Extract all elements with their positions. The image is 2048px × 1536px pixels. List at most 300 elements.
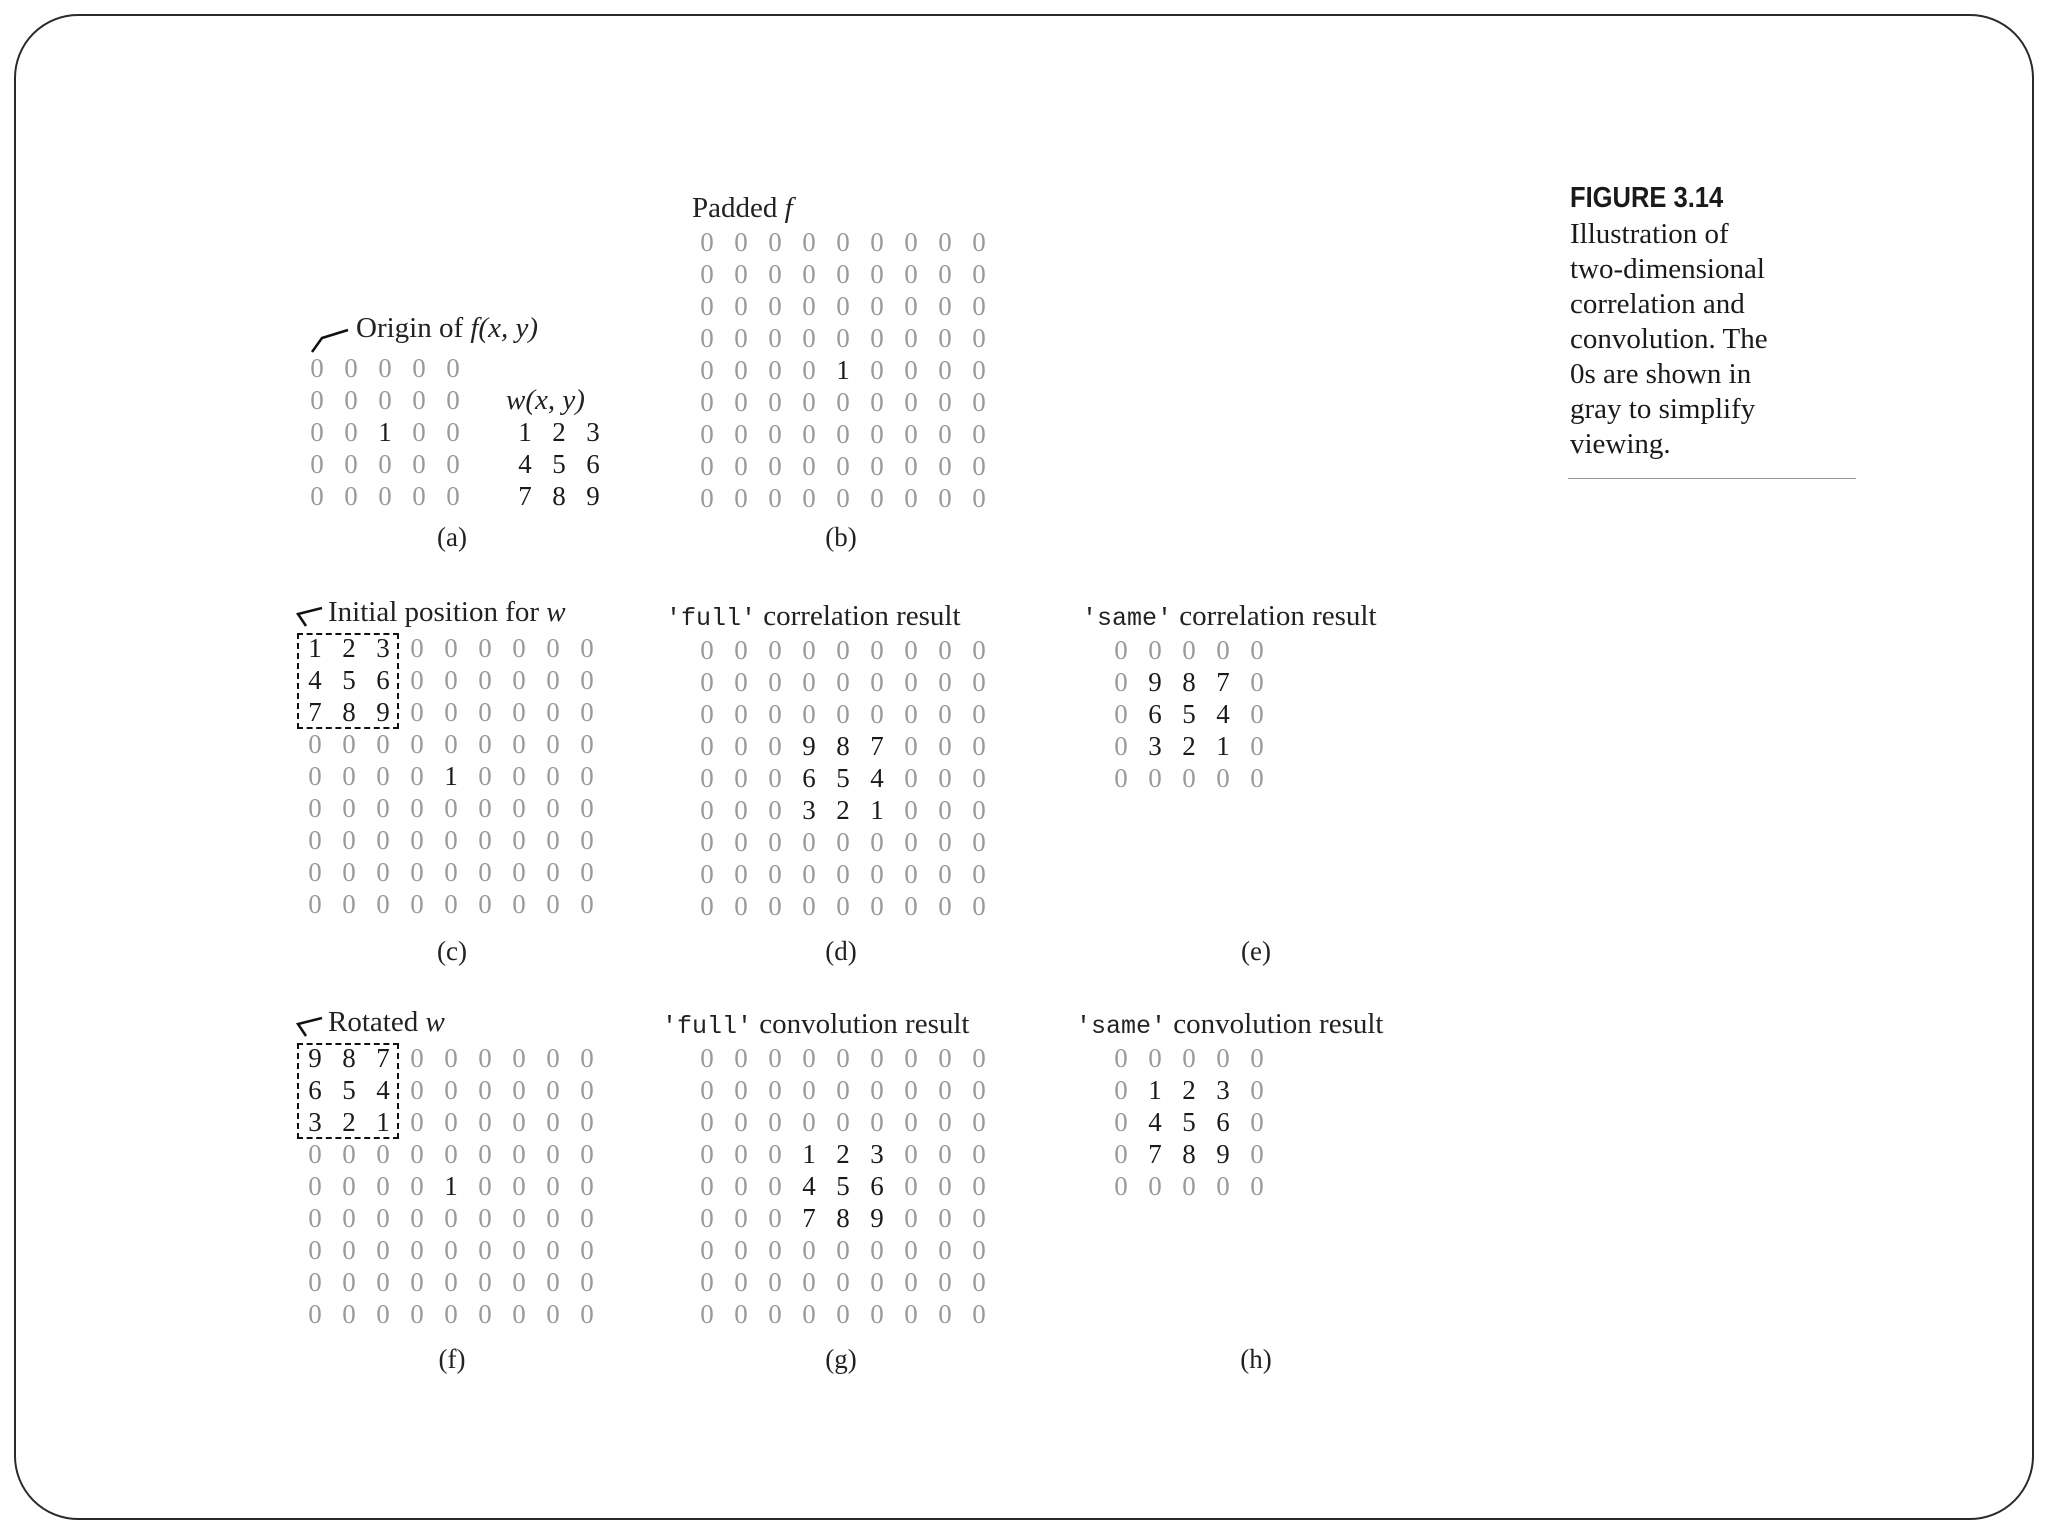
matrix-cell: 0 [938,323,952,353]
matrix-cell: 0 [478,825,492,855]
matrix-cell: 0 [802,355,816,385]
matrix-cell: 0 [768,355,782,385]
matrix-cell: 0 [904,827,918,857]
matrix-cell: 0 [700,731,714,761]
matrix-cell: 0 [836,387,850,417]
matrix-cell: 0 [410,665,424,695]
matrix-cell: 0 [802,1299,816,1329]
matrix-cell: 0 [478,1299,492,1329]
figure-number: FIGURE 3.14 [1570,182,1724,214]
matrix-cell: 0 [904,1203,918,1233]
matrix-cell: 0 [904,1299,918,1329]
matrix-cell: 0 [512,761,526,791]
matrix-cell: 0 [904,1139,918,1169]
matrix-cell: 0 [308,793,322,823]
matrix-cell: 0 [938,699,952,729]
matrix-cell: 0 [802,1107,816,1137]
matrix-cell: 0 [836,419,850,449]
panel-d-title-text: correlation result [756,600,961,632]
matrix-cell: 0 [342,857,356,887]
matrix-cell: 5 [342,1075,356,1105]
matrix-cell: 9 [870,1203,884,1233]
matrix-cell: 1 [870,795,884,825]
matrix-cell: 0 [478,1075,492,1105]
matrix-cell: 0 [700,1267,714,1297]
matrix-cell: 1 [836,355,850,385]
matrix-cell: 0 [836,1267,850,1297]
matrix-cell: 0 [546,1139,560,1169]
matrix-cell: 0 [904,1075,918,1105]
matrix-cell: 0 [342,889,356,919]
matrix-cell: 0 [768,859,782,889]
matrix-cell: 0 [308,1299,322,1329]
matrix-cell: 0 [734,227,748,257]
matrix-cell: 0 [1114,731,1128,761]
matrix-cell: 0 [938,1139,952,1169]
panel-g-title [662,1010,970,1039]
matrix-cell: 9 [1148,667,1162,697]
rotated-kernel-window-box [297,1043,399,1139]
matrix-cell: 0 [376,1171,390,1201]
matrix-cell: 0 [376,825,390,855]
matrix-cell: 3 [802,795,816,825]
matrix-cell: 0 [308,761,322,791]
matrix-w [508,416,610,512]
matrix-cell: 0 [972,1075,986,1105]
matrix-cell: 0 [938,731,952,761]
matrix-cell: 0 [938,355,952,385]
matrix-cell: 0 [836,483,850,513]
matrix-cell: 0 [478,761,492,791]
matrix-cell: 0 [410,729,424,759]
matrix-cell: 0 [938,795,952,825]
matrix-cell: 5 [342,665,356,695]
caption-b: (b) [825,522,857,552]
matrix-cell: 0 [734,699,748,729]
matrix-cell: 0 [700,1075,714,1105]
origin-annotation [356,314,538,343]
matrix-cell: 0 [444,1235,458,1265]
matrix-cell: 0 [836,1075,850,1105]
matrix-cell: 9 [1216,1139,1230,1169]
matrix-cell: 0 [580,1043,594,1073]
matrix-cell: 0 [802,419,816,449]
matrix-full-correlation [690,634,996,922]
matrix-cell: 0 [972,1139,986,1169]
matrix-cell: 0 [734,1267,748,1297]
matrix-cell: 0 [836,891,850,921]
matrix-cell: 0 [904,763,918,793]
matrix-cell: 0 [972,227,986,257]
matrix-cell: 0 [1250,1075,1264,1105]
matrix-cell: 2 [836,795,850,825]
matrix-cell: 0 [734,1299,748,1329]
matrix-cell: 1 [518,417,532,447]
matrix-cell: 0 [580,1107,594,1137]
matrix-cell: 0 [342,729,356,759]
matrix-cell: 0 [1216,763,1230,793]
matrix-cell: 0 [768,1139,782,1169]
matrix-cell: 0 [478,1107,492,1137]
matrix-cell: 0 [308,889,322,919]
matrix-cell: 1 [1148,1075,1162,1105]
matrix-cell: 0 [1250,667,1264,697]
matrix-cell: 0 [410,1075,424,1105]
matrix-full-convolution [690,1042,996,1330]
w-label-text: w(x, y) [506,384,585,416]
matrix-cell: 0 [308,729,322,759]
matrix-cell: 0 [870,1075,884,1105]
matrix-cell: 0 [836,1299,850,1329]
matrix-cell: 9 [308,1043,322,1073]
matrix-cell: 0 [512,889,526,919]
matrix-cell: 2 [342,633,356,663]
matrix-cell: 0 [512,1139,526,1169]
origin-annotation-func: f(x, y) [470,312,538,344]
matrix-cell: 0 [734,291,748,321]
matrix-cell: 0 [378,385,392,415]
matrix-cell: 0 [580,633,594,663]
matrix-cell: 0 [410,1107,424,1137]
matrix-cell: 0 [870,667,884,697]
matrix-cell: 0 [904,451,918,481]
matrix-cell: 0 [344,353,358,383]
matrix-cell: 0 [870,891,884,921]
matrix-cell: 0 [938,1203,952,1233]
matrix-cell: 0 [310,385,324,415]
matrix-cell: 0 [1182,635,1196,665]
matrix-cell: 6 [870,1171,884,1201]
matrix-cell: 0 [904,355,918,385]
matrix-cell: 0 [580,1299,594,1329]
matrix-cell: 0 [802,451,816,481]
matrix-cell: 0 [478,697,492,727]
matrix-cell: 0 [1114,1171,1128,1201]
matrix-cell: 0 [904,699,918,729]
matrix-cell: 0 [904,419,918,449]
matrix-cell: 0 [1182,1043,1196,1073]
matrix-cell: 0 [972,1267,986,1297]
matrix-cell: 0 [870,635,884,665]
matrix-cell: 0 [546,1107,560,1137]
matrix-cell: 0 [938,259,952,289]
matrix-cell: 0 [376,1235,390,1265]
matrix-cell: 2 [342,1107,356,1137]
matrix-cell: 0 [1216,635,1230,665]
matrix-cell: 0 [412,481,426,511]
panel-c-title-var: w [546,596,566,628]
matrix-cell: 0 [972,1171,986,1201]
matrix-cell: 0 [446,481,460,511]
matrix-cell: 0 [700,1203,714,1233]
matrix-padded-f [690,226,996,514]
matrix-cell: 0 [308,1235,322,1265]
matrix-cell: 0 [734,891,748,921]
matrix-cell: 0 [580,1171,594,1201]
matrix-cell: 0 [734,387,748,417]
matrix-cell: 0 [546,1043,560,1073]
matrix-cell: 6 [1148,699,1162,729]
figure-caption-rule [1568,478,1856,479]
matrix-cell: 0 [870,483,884,513]
matrix-cell: 0 [904,635,918,665]
matrix-cell: 0 [410,633,424,663]
matrix-cell: 0 [768,451,782,481]
matrix-cell: 0 [836,323,850,353]
matrix-cell: 0 [802,291,816,321]
matrix-cell: 0 [768,699,782,729]
matrix-cell: 7 [308,697,322,727]
matrix-cell: 0 [802,635,816,665]
matrix-cell: 0 [870,291,884,321]
w-label [506,386,585,415]
matrix-cell: 0 [446,385,460,415]
matrix-cell: 0 [512,697,526,727]
panel-h-title [1076,1010,1384,1039]
matrix-cell: 0 [904,483,918,513]
matrix-cell: 0 [904,259,918,289]
matrix-cell: 3 [870,1139,884,1169]
matrix-cell: 0 [836,227,850,257]
matrix-cell: 0 [412,353,426,383]
matrix-cell: 0 [580,697,594,727]
matrix-cell: 0 [700,763,714,793]
matrix-cell: 0 [802,1043,816,1073]
matrix-cell: 0 [1250,1107,1264,1137]
matrix-cell: 0 [478,1203,492,1233]
matrix-cell: 0 [546,793,560,823]
matrix-cell: 0 [344,481,358,511]
matrix-cell: 0 [512,1075,526,1105]
matrix-cell: 0 [938,1267,952,1297]
matrix-cell: 0 [342,761,356,791]
matrix-cell: 0 [700,291,714,321]
matrix-cell: 0 [802,227,816,257]
matrix-cell: 0 [802,667,816,697]
matrix-cell: 0 [546,825,560,855]
matrix-cell: 0 [904,1171,918,1201]
matrix-cell: 0 [768,1203,782,1233]
matrix-cell: 0 [310,481,324,511]
matrix-cell: 0 [768,1267,782,1297]
matrix-cell: 0 [580,1203,594,1233]
matrix-cell: 4 [308,665,322,695]
matrix-cell: 0 [938,227,952,257]
matrix-cell: 0 [938,763,952,793]
matrix-cell: 0 [734,795,748,825]
matrix-cell: 0 [444,825,458,855]
matrix-cell: 0 [478,1267,492,1297]
matrix-cell: 0 [972,259,986,289]
matrix-cell: 0 [308,857,322,887]
matrix-cell: 0 [376,1267,390,1297]
matrix-cell: 5 [836,763,850,793]
matrix-same-correlation [1104,634,1274,794]
matrix-cell: 0 [410,1043,424,1073]
matrix-cell: 0 [700,387,714,417]
matrix-cell: 0 [938,859,952,889]
panel-f-title [328,1008,445,1037]
matrix-cell: 0 [444,729,458,759]
matrix-cell: 0 [870,1107,884,1137]
matrix-cell: 0 [972,635,986,665]
matrix-cell: 0 [734,259,748,289]
matrix-cell: 0 [870,451,884,481]
matrix-cell: 4 [802,1171,816,1201]
matrix-cell: 0 [444,1267,458,1297]
matrix-cell: 0 [870,699,884,729]
matrix-cell: 0 [512,665,526,695]
matrix-cell: 0 [478,633,492,663]
panel-e-title-code: 'same' [1082,604,1173,633]
matrix-cell: 1 [802,1139,816,1169]
matrix-cell: 0 [768,259,782,289]
matrix-cell: 0 [1250,1043,1264,1073]
matrix-cell: 0 [836,699,850,729]
matrix-cell: 0 [938,667,952,697]
matrix-cell: 0 [446,353,460,383]
matrix-cell: 0 [376,729,390,759]
matrix-cell: 0 [546,729,560,759]
matrix-cell: 0 [768,1043,782,1073]
matrix-cell: 4 [1216,699,1230,729]
matrix-cell: 0 [512,857,526,887]
origin-annotation-text: Origin of [356,312,471,344]
matrix-cell: 0 [802,483,816,513]
matrix-cell: 0 [410,697,424,727]
panel-e-title [1082,602,1377,631]
matrix-cell: 0 [512,1043,526,1073]
matrix-cell: 0 [972,291,986,321]
matrix-cell: 0 [410,761,424,791]
matrix-cell: 0 [972,699,986,729]
matrix-cell: 0 [938,1299,952,1329]
panel-c-title-text: Initial position for [328,596,547,628]
matrix-cell: 0 [938,891,952,921]
matrix-cell: 0 [512,1171,526,1201]
matrix-cell: 0 [512,729,526,759]
matrix-cell: 9 [802,731,816,761]
matrix-cell: 0 [1250,699,1264,729]
matrix-cell: 0 [546,1075,560,1105]
matrix-cell: 0 [972,859,986,889]
matrix-cell: 0 [410,857,424,887]
matrix-cell: 0 [512,825,526,855]
caption-f: (f) [438,1344,466,1374]
matrix-cell: 8 [342,1043,356,1073]
matrix-cell: 0 [700,419,714,449]
matrix-cell: 0 [580,825,594,855]
matrix-cell: 8 [1182,667,1196,697]
matrix-cell: 1 [444,1171,458,1201]
matrix-cell: 0 [512,633,526,663]
matrix-cell: 0 [836,291,850,321]
matrix-cell: 0 [478,889,492,919]
matrix-cell: 0 [904,227,918,257]
matrix-cell: 0 [410,793,424,823]
matrix-cell: 0 [308,825,322,855]
matrix-cell: 0 [836,667,850,697]
matrix-cell: 8 [1182,1139,1196,1169]
matrix-cell: 0 [802,891,816,921]
matrix-cell: 0 [972,667,986,697]
matrix-cell: 0 [734,859,748,889]
matrix-cell: 0 [904,667,918,697]
matrix-cell: 0 [1114,635,1128,665]
matrix-cell: 0 [734,1107,748,1137]
matrix-cell: 0 [734,1139,748,1169]
matrix-cell: 0 [734,1043,748,1073]
matrix-cell: 0 [580,793,594,823]
figure-label [1570,182,1870,462]
matrix-cell: 0 [444,1043,458,1073]
matrix-cell: 0 [376,1299,390,1329]
panel-h-title-text: convolution result [1166,1008,1384,1040]
matrix-cell: 6 [586,449,600,479]
matrix-cell: 0 [444,889,458,919]
matrix-cell: 0 [870,259,884,289]
matrix-cell: 1 [444,761,458,791]
matrix-cell: 0 [768,795,782,825]
matrix-cell: 0 [412,449,426,479]
matrix-cell: 0 [904,1043,918,1073]
matrix-cell: 0 [972,451,986,481]
matrix-cell: 0 [580,1075,594,1105]
matrix-cell: 0 [870,827,884,857]
matrix-cell: 0 [734,763,748,793]
matrix-cell: 0 [870,387,884,417]
matrix-cell: 0 [342,1235,356,1265]
matrix-cell: 0 [1148,635,1162,665]
matrix-cell: 0 [870,355,884,385]
matrix-cell: 0 [734,635,748,665]
matrix-cell: 5 [1182,699,1196,729]
matrix-cell: 0 [410,825,424,855]
matrix-cell: 9 [586,481,600,511]
matrix-cell: 0 [700,451,714,481]
matrix-cell: 0 [580,889,594,919]
matrix-cell: 0 [478,793,492,823]
matrix-cell: 0 [768,483,782,513]
matrix-cell: 0 [768,387,782,417]
matrix-cell: 0 [836,259,850,289]
panel-g-title-text: convolution result [752,1008,970,1040]
matrix-cell: 0 [802,859,816,889]
matrix-cell: 0 [700,1139,714,1169]
matrix-cell: 0 [836,451,850,481]
matrix-cell: 0 [546,697,560,727]
matrix-cell: 0 [342,825,356,855]
matrix-cell: 0 [580,665,594,695]
matrix-cell: 0 [512,1267,526,1297]
matrix-cell: 0 [546,1267,560,1297]
matrix-cell: 0 [768,1299,782,1329]
matrix-cell: 0 [768,731,782,761]
matrix-cell: 0 [546,633,560,663]
matrix-cell: 0 [444,1139,458,1169]
matrix-cell: 0 [700,1171,714,1201]
matrix-cell: 0 [700,1043,714,1073]
matrix-cell: 0 [410,1171,424,1201]
matrix-cell: 0 [768,1235,782,1265]
matrix-cell: 0 [972,387,986,417]
matrix-cell: 5 [836,1171,850,1201]
matrix-cell: 7 [1148,1139,1162,1169]
matrix-cell: 0 [410,1235,424,1265]
matrix-cell: 0 [344,385,358,415]
matrix-cell: 0 [870,419,884,449]
matrix-cell: 0 [376,793,390,823]
